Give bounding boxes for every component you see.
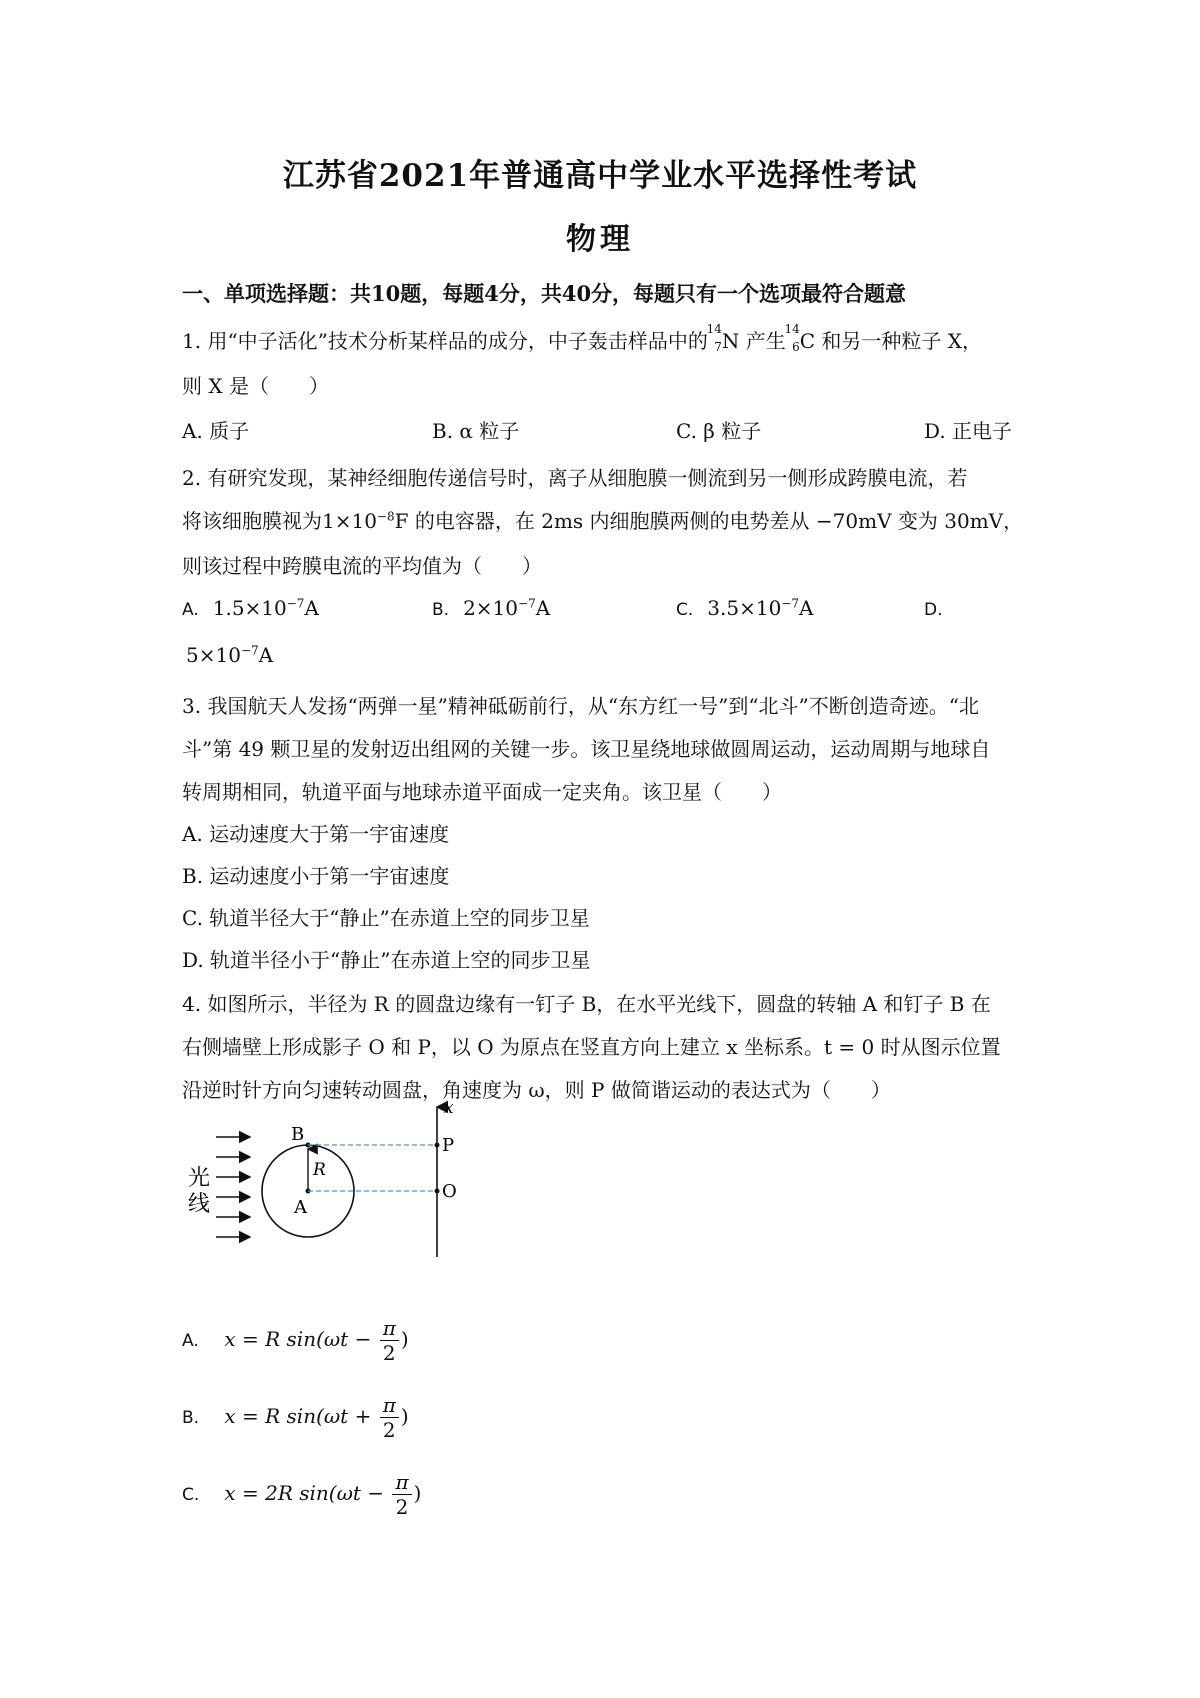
q2-option-d-exp: −7 [240,643,259,658]
n-charge: 7 [714,340,722,354]
q1-option-b: B. α 粒子 [432,419,520,443]
q4-option-b-sign: + [354,1404,372,1428]
q4-option-a-frac [380,1316,399,1365]
q4-option-b [182,1393,409,1442]
shadow-point-o [435,1189,440,1194]
q2-line1: 2. 有研究发现，某神经细胞传递信号时，离子从细胞膜一侧流到另一侧形成跨膜电流，若 [182,466,968,490]
q4-option-a-num: π [380,1316,399,1341]
q4-option-c-sign: − [367,1481,385,1505]
q4-option-a-den: 2 [382,1341,396,1365]
carbon-nuclide [784,322,800,354]
q1-text-a: 1. 用“中子活化”技术分析某样品的成分，中子轰击样品中的 [182,329,708,353]
q2-option-a [182,596,319,620]
subject-title: 物理 [566,222,634,257]
light-label-2: 线 [188,1192,211,1217]
light-label-1: 光 [188,1166,211,1191]
q2-option-d-label-holder [924,596,943,620]
q4-line2: 右侧墙壁上形成影子 O 和 P，以 O 为原点在竖直方向上建立 x 坐标系。t = 0 时从图示位置 [182,1035,1001,1059]
q2-option-a-label: A. [182,600,199,620]
q2-option-a-exp: −7 [286,596,305,611]
q4-option-c-num: π [392,1470,411,1495]
q4-option-a-left: x = R sin(ωt [224,1327,349,1351]
label-b: B [291,1124,305,1145]
q2-option-c-exp: −7 [781,596,799,611]
label-r: R [313,1160,326,1180]
q2-option-c-unit: A [799,596,814,620]
cap-base: 1×10 [322,509,377,533]
q3-option-c: C. 轨道半径大于“静止”在赤道上空的同步卫星 [182,906,590,930]
q1-option-a: A. 质子 [182,419,250,443]
n-mass: 14 [706,322,722,336]
c-charge: 6 [792,340,800,354]
q2-option-c-base: 3.5×10 [707,596,782,620]
q4-option-c-left: x = 2R sin(ωt [224,1481,361,1505]
q4-option-b-close: ) [400,1404,409,1428]
q2-option-b-base: 2×10 [463,596,519,620]
q4-option-a-label: A. [182,1331,199,1351]
q1-option-c: C. β 粒子 [676,419,762,443]
cap-unit: F [394,509,409,533]
cap-exp: −8 [376,509,395,524]
q4-figure [180,1095,480,1265]
q2-line3: 则该过程中跨膜电流的平均值为（ ） [182,554,542,578]
q4-option-c-close: ) [413,1481,422,1505]
q1-line1 [182,322,983,354]
q1-text-b: 产生 [739,329,786,353]
capacitance [322,509,409,533]
q3-option-d: D. 轨道半径小于“静止”在赤道上空的同步卫星 [182,948,591,972]
q2-option-c [676,596,813,620]
q3-line2: 斗”第 49 颗卫星的发射迈出组网的关键一步。该卫星绕地球做圆周运动，运动周期与地球自 [182,737,991,761]
c-mass: 14 [784,322,800,336]
q2-option-b-label: B. [432,600,450,620]
q3-option-a: A. 运动速度大于第一宇宙速度 [182,822,450,846]
label-o: O [442,1181,457,1202]
label-x: x [444,1098,454,1118]
q4-option-b-num: π [380,1393,399,1418]
q4-option-c [182,1470,421,1519]
q4-option-b-den: 2 [382,1418,396,1442]
shadow-point-p [435,1143,440,1148]
q4-option-b-frac [380,1393,399,1442]
q2-option-b [432,596,550,620]
q2-option-b-unit: A [535,596,551,620]
label-a: A [294,1197,307,1218]
q1-text-c: 和另一种粒子 X， [815,329,983,353]
q4-option-c-label: C. [182,1485,200,1505]
q2-option-d-unit: A [258,643,274,667]
q2-option-d-label: D. [924,600,943,620]
q4-option-a-sign: − [354,1327,372,1351]
n-symbol: N [721,329,740,353]
section-heading: 一、单项选择题：共10题，每题4分，共40分，每题只有一个选项最符合题意 [182,281,907,306]
nitrogen-nuclide [706,322,722,354]
q4-option-c-frac [392,1470,411,1519]
q4-option-c-den: 2 [395,1495,409,1519]
q2-option-a-unit: A [304,596,319,620]
q2-option-d-base: 5×10 [186,643,241,667]
q1-line2: 则 X 是（ ） [182,374,329,398]
q2-line2b: 的电容器，在 2ms 内细胞膜两侧的电势差从 −70mV 变为 30mV， [408,509,1024,533]
light-rays [216,1137,250,1237]
label-p: P [442,1135,455,1156]
q4-line3: 沿逆时针方向匀速转动圆盘，角速度为 ω，则 P 做简谐运动的表达式为（ ） [182,1078,891,1102]
q3-option-b: B. 运动速度小于第一宇宙速度 [182,864,450,888]
q4-option-b-label: B. [182,1408,200,1428]
c-symbol: C [799,329,816,353]
q1-option-d: D. 正电子 [924,419,1013,443]
q2-option-b-exp: −7 [518,596,536,611]
exam-title: 江苏省2021年普通高中学业水平选择性考试 [282,158,918,194]
q2-option-a-base: 1.5×10 [212,596,287,620]
q3-line1: 3. 我国航天人发扬“两弹一星”精神砥砺前行，从“东方红一号”到“北斗”不断创造奇迹。“北 [182,694,980,718]
q3-line3: 转周期相同，轨道平面与地球赤道平面成一定夹角。该卫星（ ） [182,780,782,804]
q4-option-a [182,1316,409,1365]
q2-option-c-label: C. [676,600,694,620]
q2-option-d [186,643,273,667]
q4-option-b-left: x = R sin(ωt [224,1404,349,1428]
q2-line2 [182,505,1023,534]
q4-option-a-close: ) [400,1327,409,1351]
q4-line1: 4. 如图所示，半径为 R 的圆盘边缘有一钉子 B，在水平光线下，圆盘的转轴 A 和钉子 B 在 [182,992,991,1016]
q2-line2a: 将该细胞膜视为 [182,509,322,533]
